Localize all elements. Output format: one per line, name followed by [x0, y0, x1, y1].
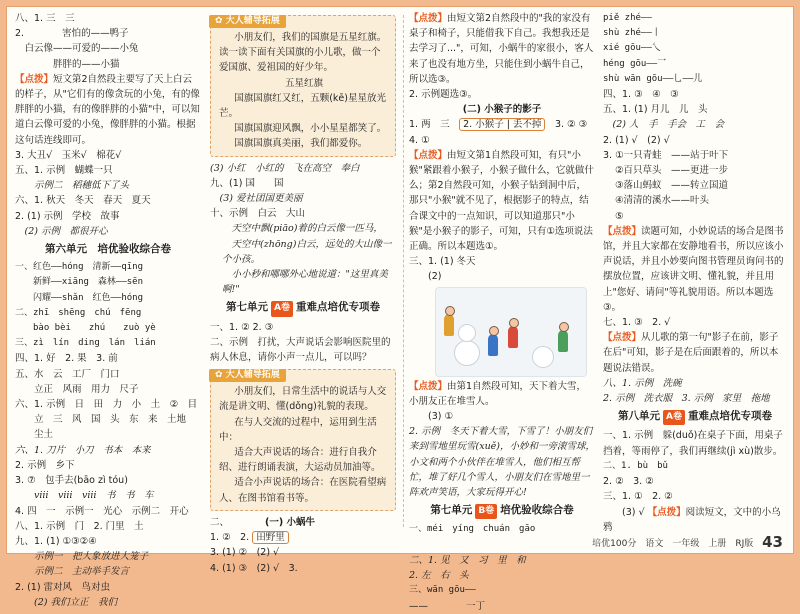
answer-line: 九、(1) 国 国: [210, 177, 284, 189]
subsection-number: 二、: [210, 516, 230, 528]
pinyin-line: 一、红色——hóng 清新——qīng: [15, 262, 144, 273]
answer-line: 四、1. 好 2. 果 3. 前: [15, 353, 118, 365]
answer-line: ⑤: [615, 210, 624, 222]
column-3: [409, 11, 596, 612]
tip-tag: 【点拨】: [603, 332, 642, 344]
section-title-unit6: 第六单元 培优验收综合卷: [45, 243, 171, 256]
boxed-answer: 2. 小猴子 | 丢不掉: [459, 118, 545, 131]
section-badge: A卷: [663, 410, 685, 425]
tip-text: 由短文第2自然段中的"我的家没有桌子和椅子，只能借我下自己。我想我还是去学习了..."，可知，小蜗牛的家很小，客人来了也没有地方坐，只能住到小蜗牛自己，所以选③。: [409, 13, 594, 85]
tip-tag: 【点拨】: [647, 506, 686, 518]
tip-paragraph: [409, 11, 595, 87]
answer-line: 白云像——可爱的——小兔: [15, 43, 139, 55]
pinyin-line: shù zhé——丨: [603, 28, 661, 39]
answer-line: 4. (1) ③ (2) √ 3.: [210, 562, 298, 574]
answer-line: 五、水 云 工厂 门口: [15, 368, 120, 380]
handwritten-answer: 2. 示例 冬天下着大雪，下雪了！小朋友们来到雪地里玩雪(xuě)，小妙和一旁滚雪球，小文和两个小伙伴在堆雪人，他们相互帮忙，堆了好几个雪人，小朋友们在雪地里一阵欢声笑语，大家玩得开心!: [409, 426, 596, 499]
answer-line: 2. (1) 雷对风 鸟对虫: [15, 581, 111, 593]
answer-line: 十、示例 白云 大山: [210, 208, 306, 220]
answer-line: 二、示例 打扰，大声说话会影响医院里的病人休息，请你小声一点儿，可以吗？: [210, 336, 391, 364]
answer-line: 五、1. 示例 蝴蝶一只: [15, 165, 113, 177]
answer-line: 三、1. (1) 冬天: [409, 256, 476, 268]
parent-tip-label: ✿ 大人辅导拓展: [209, 369, 286, 382]
parent-tip-box: [210, 369, 396, 511]
subsection-title: (二) 小猴子的影子: [462, 104, 542, 116]
handwritten-answer: (3) 小红 小红的 飞在高空 奉白: [210, 162, 360, 174]
box-text: 小朋友们，日常生活中的说话与人交流是讲文明、懂(dǒng)礼貌的表现。: [219, 386, 387, 413]
unit-title: 第七单元: [430, 504, 473, 517]
answer-line: 五、1. (1) 月儿 儿 头: [603, 104, 708, 116]
handwritten-answer: 示例二 稻穗低下了头: [15, 180, 130, 192]
handwritten-answer: ⅷ ⅷ ⅷ 书 书 车: [15, 490, 154, 502]
page-footer: [592, 533, 783, 551]
handwritten-answer: 示例二 主动举手发言: [15, 566, 130, 578]
answer-line: 尘土: [15, 429, 54, 441]
answer-text: 3. ② ③: [554, 119, 588, 131]
unit-subtitle: 重难点培优专项卷: [295, 301, 380, 314]
answer-line: 胖胖的——小猫: [15, 58, 120, 70]
answer-line: 2. (1) 示例 学校 故事: [15, 210, 120, 222]
handwritten-answer: 天空中飘(piāo)着的白云像一匹马，: [222, 223, 383, 235]
section-title-unit8a: [603, 409, 787, 425]
answer-line: ③落山蚂蚁 ——转立国道: [615, 180, 729, 192]
tip-tag: 【点拨】: [409, 13, 448, 24]
answer-text: 1. ② 2.: [210, 532, 250, 544]
column-4: [603, 11, 787, 531]
tip-text: 由第1自然段可知，天下着大雪，小朋友正在堆雪人。: [409, 380, 587, 407]
handwritten-answer: 示例一 把大象放进大笼子: [15, 551, 149, 563]
unit-title: 第七单元: [226, 301, 269, 314]
answer-line: 2. (1) √ (2) √: [603, 134, 670, 146]
answer-line: 3. (1) ② (2) √: [210, 547, 280, 559]
answer-line: 2. ② 3. ②: [603, 476, 654, 488]
section-badge: A卷: [271, 301, 293, 316]
answer-line: [409, 538, 595, 553]
pinyin-line: bào bèi zhú zuò yè: [15, 323, 156, 334]
box-text: 适合小声说话的场合：在医院看望病人、在图书馆看书等。: [219, 477, 387, 504]
parent-tip-box: [210, 15, 396, 157]
answer-line: 六、1. 示例 日 田 力 小 土 ② 目: [15, 399, 198, 411]
pinyin-line: 二、1. bù bǔ: [603, 460, 668, 471]
unit-subtitle: 培优验收综合卷: [500, 504, 574, 517]
answer-key-page: [6, 6, 794, 612]
handwritten-answer: (2) 示例 都很开心: [15, 225, 108, 237]
box-poem-title: 五星红旗: [284, 77, 323, 89]
answer-line: 一、1. 示例 躲(duǒ)在桌子下面，用桌子挡着，等雨停了，我们再继续(jì xù)散步。: [603, 430, 783, 457]
snow-scene-illustration: [435, 287, 587, 377]
tip-text: 阅读短文，文中的小乌鸦: [603, 506, 781, 533]
section-badge: B卷: [475, 504, 497, 519]
pinyin-line: 二、zhī shēng chú fēng: [15, 307, 142, 318]
page-number: 43: [762, 533, 783, 551]
column-2: [210, 11, 396, 574]
column-1: [15, 11, 201, 608]
box-text: 在与人交流的过程中，运用到生活中：: [219, 416, 377, 443]
answer-line: 立正 风雨 用力 尺子: [15, 383, 139, 395]
tip-tag: 【点拨】: [15, 73, 54, 85]
tip-paragraph: [603, 224, 787, 315]
tip-text: 读题可知，小妙说话的场合是图书馆，并且大家都在安静地看书，所以应该小声说话，并且小妙要向图书管理员询问书的摆放位置，应该讲文明、懂礼貌，并且用上"您好、请问"等礼貌用语。所以本题选③。: [603, 225, 784, 313]
tip-text: 从儿歌的第一句"影子在前，影子在后"可知，影子是在后面跟着的，所以本题说法错误。: [603, 332, 779, 374]
tip-text: 由短文第1自然段可知，有只"小猴"紧跟着小猴子，小猴子做什么，它就做什么；第2自然段可知，小猴子钻到洞中后，那只"小猴"就不见了，根据影子的特点，结合课文中的一点知识，可以知道那只"小猴"是小猴子的影子，可知，只有①选项说法正确。所以本题选①。: [409, 149, 594, 253]
box-text: 小朋友们，我们的国旗是五星红旗。读一读下面有关国旗的小儿歌，做一个爱国旗、爱祖国的好少年。: [219, 32, 387, 74]
pinyin-line: 新鲜——xiāng 森林——sēn: [15, 277, 144, 288]
answer-line: [210, 530, 396, 545]
pinyin-line: 闪耀——shǎn 红色——hóng: [15, 292, 144, 303]
answer-line: 八、1. 示例 门 2. 门里 土: [15, 520, 144, 532]
parent-tip-label: ✿ 大人辅导拓展: [209, 15, 286, 28]
handwritten-answer: 2. 示例 洗衣服 3. 示例 家里 拖地: [603, 393, 770, 405]
pinyin-line: shù wān gōu——乚——儿: [603, 73, 703, 84]
tip-paragraph: [15, 72, 201, 148]
answer-line: 七、1. ③ 2. √: [603, 317, 671, 329]
answer-line: 3. ⑦ 包手去(bāo zì tóu): [15, 475, 128, 487]
answer-line: 3. ①一只青蛙 ——站于叶下: [603, 149, 729, 161]
answer-line: 三、1. ① 2. ②: [603, 491, 673, 503]
answer-text: 1. 两 三: [409, 119, 450, 131]
answer-line: 九、1. (1) ①③②④: [15, 535, 97, 547]
section-title-unit7a: [210, 300, 396, 316]
answer-line: (2): [409, 271, 442, 283]
pinyin-line: piě zhé——: [603, 13, 652, 23]
handwritten-answer: 小小秒和哪哪外心地说道："这里真美啊!": [222, 269, 388, 296]
box-text: 国旗国旗红又红，五颗(kē)星星放光芒。: [219, 92, 386, 120]
answer-text: (3) √: [603, 506, 645, 518]
answer-line: ④清清的溪水——叶头: [615, 195, 710, 207]
answer-line: 3. 大丑√ 玉米√ 棉花√: [15, 149, 122, 161]
answer-line: 2. 示例题选③。: [409, 89, 478, 101]
boxed-answer: 田野里: [252, 531, 289, 544]
answer-line: 四、1. ③ ④ ③: [603, 89, 679, 101]
answer-line: ②百只草头 ——更进一步: [615, 165, 729, 177]
footer-brand: 培优100分 语文 一年级 上册 RJ版: [592, 539, 754, 549]
handwritten-answer: (3) 爱社团国更美丽: [210, 193, 303, 205]
tip-paragraph: [409, 379, 595, 409]
answer-line: 一、1. ② 2. ③: [210, 321, 274, 333]
box-text: 国旗国旗真美丽，我们都爱你。: [234, 138, 368, 150]
answer-line: 2. 示例 乡下: [15, 459, 75, 471]
box-text: 国旗国旗迎风飘，小小星星都笑了。: [234, 123, 387, 135]
tip-text: 短文第2自然段主要写了天上白云的样子，从"它们有的像贪玩的小兔，有的像胖胖的小猫，有的像胖胖的小猫"中，可以知道白云像可爱的小兔，像胖胖的小猫。根据这句话连线即可。: [15, 73, 200, 146]
answer-line: 4. ①: [409, 134, 430, 146]
answer-line: [409, 117, 595, 132]
tip-paragraph: [409, 148, 595, 254]
handwritten-answer: 2. 左 右 头: [409, 570, 469, 582]
pinyin-line: xié gōu——乀: [603, 43, 661, 54]
tip-tag: 【点拨】: [409, 380, 448, 392]
pinyin-line: 三、wān gōu——: [409, 585, 512, 596]
pinyin-line: 一、méi yíng chuán gāo: [409, 524, 536, 535]
pinyin-line: héng gōu——乛: [603, 58, 667, 69]
tip-paragraph: [603, 330, 787, 376]
tip-tag: 【点拨】: [603, 225, 642, 237]
answer-line: 八、1. 三 三: [15, 13, 75, 24]
handwritten-answer: (2) 人 手 手会 工 会: [603, 119, 724, 131]
tip-tag: 【点拨】: [409, 149, 448, 161]
pinyin-line: 三、zì lín ding lán lián: [15, 338, 156, 349]
answer-line: 六、1. 秋天 冬天 春天 夏天: [15, 195, 151, 207]
handwritten-answer: 六、1. 刀片 小刀 书本 本来: [15, 444, 151, 456]
column-divider: [403, 15, 404, 527]
answer-line: 立 三 风 国 头 东 来 土地: [15, 414, 187, 426]
answer-line: (3) ①: [409, 411, 453, 423]
subsection-line: [210, 515, 396, 530]
section-title-unit7b: [409, 503, 595, 519]
handwritten-answer: 八、1. 示例 洗碗: [603, 377, 682, 389]
unit-title: 第八单元: [618, 410, 661, 423]
handwritten-answer: 二、1. 见 又 习 里 和: [409, 554, 526, 566]
handwritten-answer: (2) 我们立正 我们: [15, 596, 117, 608]
answer-line: 4. 四 一 示例一 光心 示例二 开心: [15, 505, 189, 517]
box-text: 适合大声说话的场合：进行自我介绍、进行朗诵表演，大运动员加油等。: [219, 447, 381, 474]
answer-line: 2. 害怕的——鸭子: [15, 28, 129, 40]
answer-line: —— 一丁: [409, 600, 486, 612]
subsection-title: (一) 小蜗牛: [265, 516, 316, 528]
handwritten-answer: 天空中(zhōng)白云，远处的大山像一个小孩。: [222, 238, 392, 265]
unit-subtitle: 重难点培优专项卷: [687, 410, 772, 423]
tip-paragraph: [603, 505, 787, 535]
